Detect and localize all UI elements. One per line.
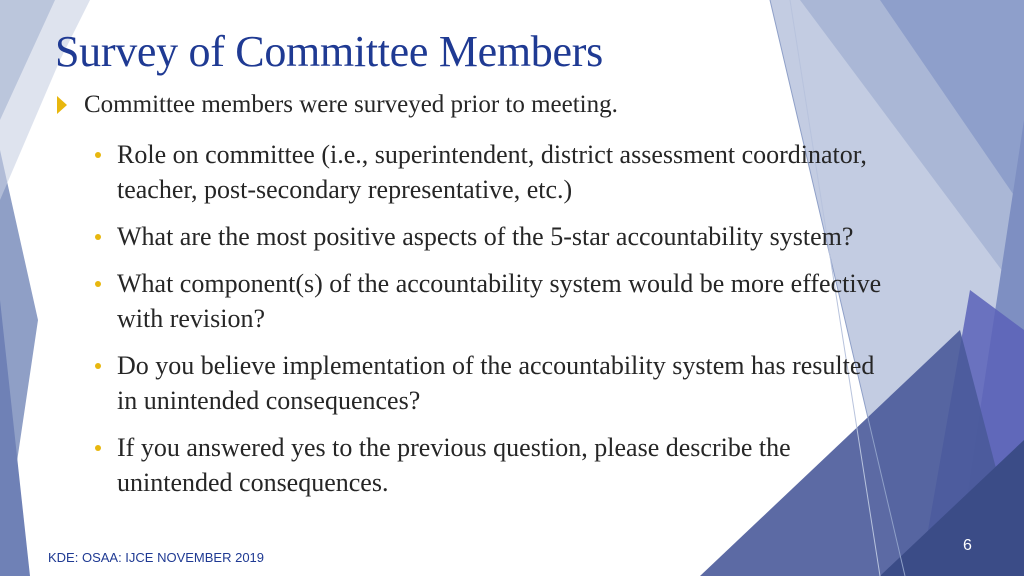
list-item xyxy=(95,348,895,418)
list-item xyxy=(95,137,895,207)
list-item-text: What component(s) of the accountability system would be more effective with revision? xyxy=(117,269,882,333)
list-item-text: If you answered yes to the previous question, please describe the unintended consequences. xyxy=(117,433,791,497)
triangle-bullet-icon xyxy=(57,96,67,114)
dot-bullet-icon xyxy=(95,363,101,369)
dot-bullet-icon xyxy=(95,152,101,158)
list-item-text: Role on committee (i.e., superintendent, district assessment coordinator, teacher, post-secondary representative, etc.) xyxy=(117,140,867,204)
list-item xyxy=(95,430,895,500)
dot-bullet-icon xyxy=(95,281,101,287)
dot-bullet-icon xyxy=(95,234,101,240)
list-item xyxy=(95,266,895,336)
list-item-text: What are the most positive aspects of the 5-star accountability system? xyxy=(117,222,854,251)
question-list xyxy=(95,137,895,512)
list-item-text: Do you believe implementation of the accountability system has resulted in unintended consequences? xyxy=(117,351,875,415)
slide-title: Survey of Committee Members xyxy=(55,27,603,76)
footer-text: KDE: OSAA: IJCE NOVEMBER 2019 xyxy=(48,550,265,565)
list-item xyxy=(95,219,895,254)
intro-text: Committee members were surveyed prior to meeting. xyxy=(84,91,618,118)
page-number: 6 xyxy=(963,537,972,554)
dot-bullet-icon xyxy=(95,445,101,451)
